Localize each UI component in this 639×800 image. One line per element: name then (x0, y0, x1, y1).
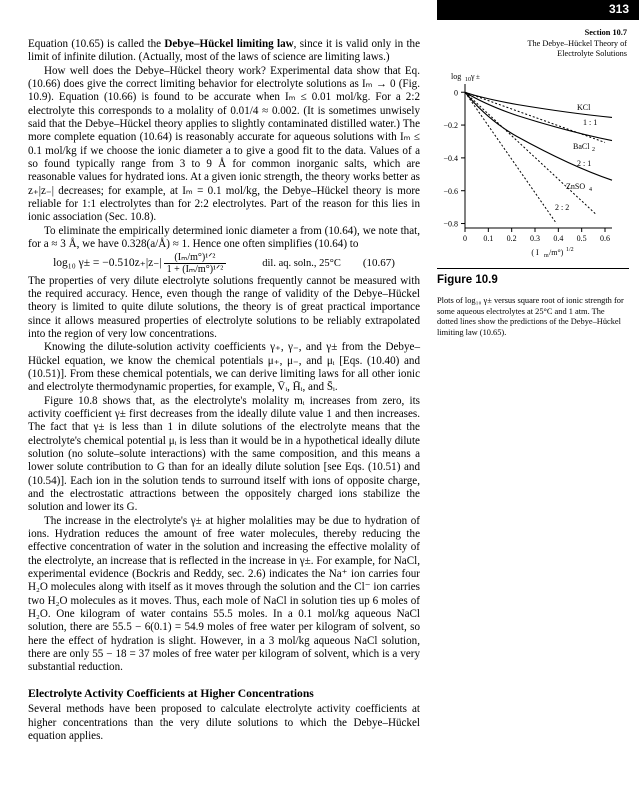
svg-text:±: ± (476, 73, 480, 81)
paragraph-4: The properties of very dilute electrolyte solutions frequently cannot be measured with the required accuracy. Hence, even though the range of validity of the Debye–Hückel theory is limited to quite dilute solutions, the theory is of great practical importance since it allows measured properties of electrolyte solutions to be reliably extrapolated into the region of very low concentrations. (28, 274, 420, 340)
svg-text:0.5: 0.5 (576, 234, 587, 243)
p1-part-c: , since it is valid only in the limit of infinite dilution. (Actually, most of the laws of science are limiting laws.) (28, 38, 420, 64)
svg-text:−0.4: −0.4 (443, 154, 458, 163)
svg-text:0.4: 0.4 (553, 234, 564, 243)
p1-part-a: Equation (10.65) is called the (28, 38, 165, 50)
svg-text:0.6: 0.6 (600, 234, 610, 243)
chart-svg (437, 70, 629, 260)
svg-text:0: 0 (463, 234, 467, 243)
paragraph-2: How well does the Debye–Hückel theory work? Experimental data show that Eq. (10.66) does give the correct limiting behavior for electrolyte solutions as Iₘ → 0 (Fig. 10.9). Equation (10.66) is found to be accurate when Iₘ ≤ 0.01 mol/kg. For a 2:2 electrolyte this corresponds to a molality of 0.01/4 ≈ 0.002. (It is sometimes unwisely said that the Debye–Hückel theory applies to slightly contaminated distilled water.) The more complete equation (10.64) is reasonably accurate for aqueous solutions with Iₘ ≤ 0.1 mol/kg if we choose the ionic diameter a to give a good fit to the data. Values of a so found typically range from 3 to 9 Å for common inorganic salts, which are reasonable values for hydrated ions. At a given ionic strength, the theory works better as z₊|z₋| decreases; for example, at Iₘ = 0.1 mol/kg, the Debye–Hückel theory is more reliable for 1:1 electrolytes than for 2:2 electrolytes. Part of the reason for this lies in ionic association (Sec. 10.8). (28, 64, 420, 224)
svg-text:0: 0 (454, 88, 458, 98)
svg-text:−0.2: −0.2 (443, 121, 458, 131)
svg-text:4: 4 (589, 187, 592, 193)
figure-graphic (437, 70, 629, 260)
svg-text:ZnSO: ZnSO (566, 182, 586, 191)
figure-divider (437, 268, 629, 269)
running-head-line2: Electrolyte Solutions (557, 49, 627, 58)
term-debye-huckel-limiting-law: Debye–Hückel limiting law (164, 38, 294, 50)
figure-caption-body: Plots of log₁₀ γ± versus square root of ionic strength for some aqueous electrolytes at 25°C and 1 atm. The dotted lines show the predictions of the Debye–Hückel limiting law (10.65). (437, 296, 624, 337)
paragraph-5: Knowing the dilute-solution activity coefficients γ₊, γ₋, and γ± from the Debye–Hückel equation, we know the chemical potentials μ₊, μ₋, and μᵢ [Eqs. (10.40) and (10.51)]. From these chemical potentials, we can derive limiting laws for all other ionic and electrolyte thermodynamic properties, for example, V̄ᵢ, H̄ᵢ, and S̄ᵢ. (28, 341, 420, 394)
paragraph-3: To eliminate the empirically determined ionic diameter a from (10.64), we note that, for a ≈ 3 Å, we have 0.328(a/Å) ≈ 1. Hence one often simplifies (10.64) to (28, 224, 420, 251)
svg-text:2 : 2: 2 : 2 (555, 203, 570, 212)
figure-caption-title: Figure 10.9 (437, 274, 498, 286)
paragraph-8: Several methods have been proposed to calculate electrolyte activity coefficients at higher concentrations than the very dilute solutions to which the Debye–Hückel equation applies. (28, 703, 420, 742)
svg-text:γ: γ (471, 72, 475, 81)
svg-text:log: log (451, 72, 462, 81)
svg-text:/m°): /m°) (549, 248, 564, 257)
page-number: 313 (608, 2, 629, 16)
svg-text:1/2: 1/2 (566, 247, 574, 253)
equation-lhs: log₁₀ γ± = −0.510z₊|z₋| (53, 256, 162, 269)
svg-text:KCl: KCl (577, 103, 591, 112)
running-head-line1: The Debye–Hückel Theory of (527, 38, 627, 48)
paragraph-1 (28, 38, 420, 65)
svg-text:0.2: 0.2 (506, 234, 517, 243)
equation-fraction-numerator: (Iₘ/m°)¹ᐟ² (164, 252, 227, 264)
subsection-heading: Electrolyte Activity Coefficients at Higher Concentrations (28, 686, 314, 700)
svg-text:2: 2 (592, 147, 595, 153)
equation-fraction-denominator: 1 + (Iₘ/m°)¹ᐟ² (166, 263, 224, 275)
svg-text:2 : 1: 2 : 1 (577, 159, 592, 168)
svg-text:( I: ( I (531, 248, 539, 257)
equation-10-67 (28, 252, 420, 275)
svg-text:−0.8: −0.8 (443, 219, 458, 229)
svg-text:m: m (544, 253, 549, 259)
running-head-section: Section 10.7 (584, 28, 627, 37)
svg-text:0.1: 0.1 (483, 234, 494, 243)
svg-text:1 : 1: 1 : 1 (583, 118, 598, 127)
equation-condition: dil. aq. soln., 25°C (262, 257, 341, 269)
svg-text:−0.6: −0.6 (443, 186, 458, 196)
svg-text:10: 10 (465, 77, 471, 83)
paragraph-7: The increase in the electrolyte's γ± at higher molalities may be due to hydration of ions. Hydration reduces the amount of free water molecules, thereby reducing the effective concentration of water in the solution and increasing the effective molality of the electrolyte, an increase that is reflected in the increase in γ±. For example, for NaCl, experimental evidence (Bockris and Reddy, sec. 2.6) indicates the Na⁺ ion carries four H₂O molecules along with itself as it moves through the solution and the Cl⁻ ion carries two H₂O molecules as it moves. Thus, each mole of NaCl in solution ties up 6 moles of H₂O. One kilogram of water contains 55.5 moles. In a 0.1 mol/kg aqueous NaCl solution, there are 55.5 − 6(0.1) = 54.9 moles of free water per kilogram of solvent, so here the effect of hydration is slight. However, in a 3 mol/kg aqueous NaCl solution, there are only 55 − 18 = 37 moles of free water per kilogram of solvent, which is a very substantial reduction. (28, 514, 420, 674)
svg-text:0.3: 0.3 (530, 234, 540, 243)
paragraph-6: Figure 10.8 shows that, as the electrolyte's molality mᵢ increases from zero, its activity coefficient γ± first decreases from the ideally dilute value 1 and then increases. The fact that γ± is less than 1 in dilute solutions of the electrolyte means that the electrolyte's chemical potential μᵢ is less than it would be in a hypothetical ideally dilute solution (no solute–solute interactions) with the same composition, and this means a lower solute contribution to G than for an ideally dilute solution [see Eqs. (10.51) and (10.54)]. Each ion in the solution tends to surround itself with ions of opposite charge, and the electrostatic attractions between the oppositely charged ions stabilize the solution and lower its G. (28, 394, 420, 514)
equation-number: (10.67) (362, 256, 395, 269)
running-head (437, 28, 627, 60)
main-text-column (28, 38, 420, 743)
svg-text:BaCl: BaCl (573, 142, 590, 151)
equation-fraction (164, 252, 227, 275)
figure-10-9 (437, 70, 629, 260)
